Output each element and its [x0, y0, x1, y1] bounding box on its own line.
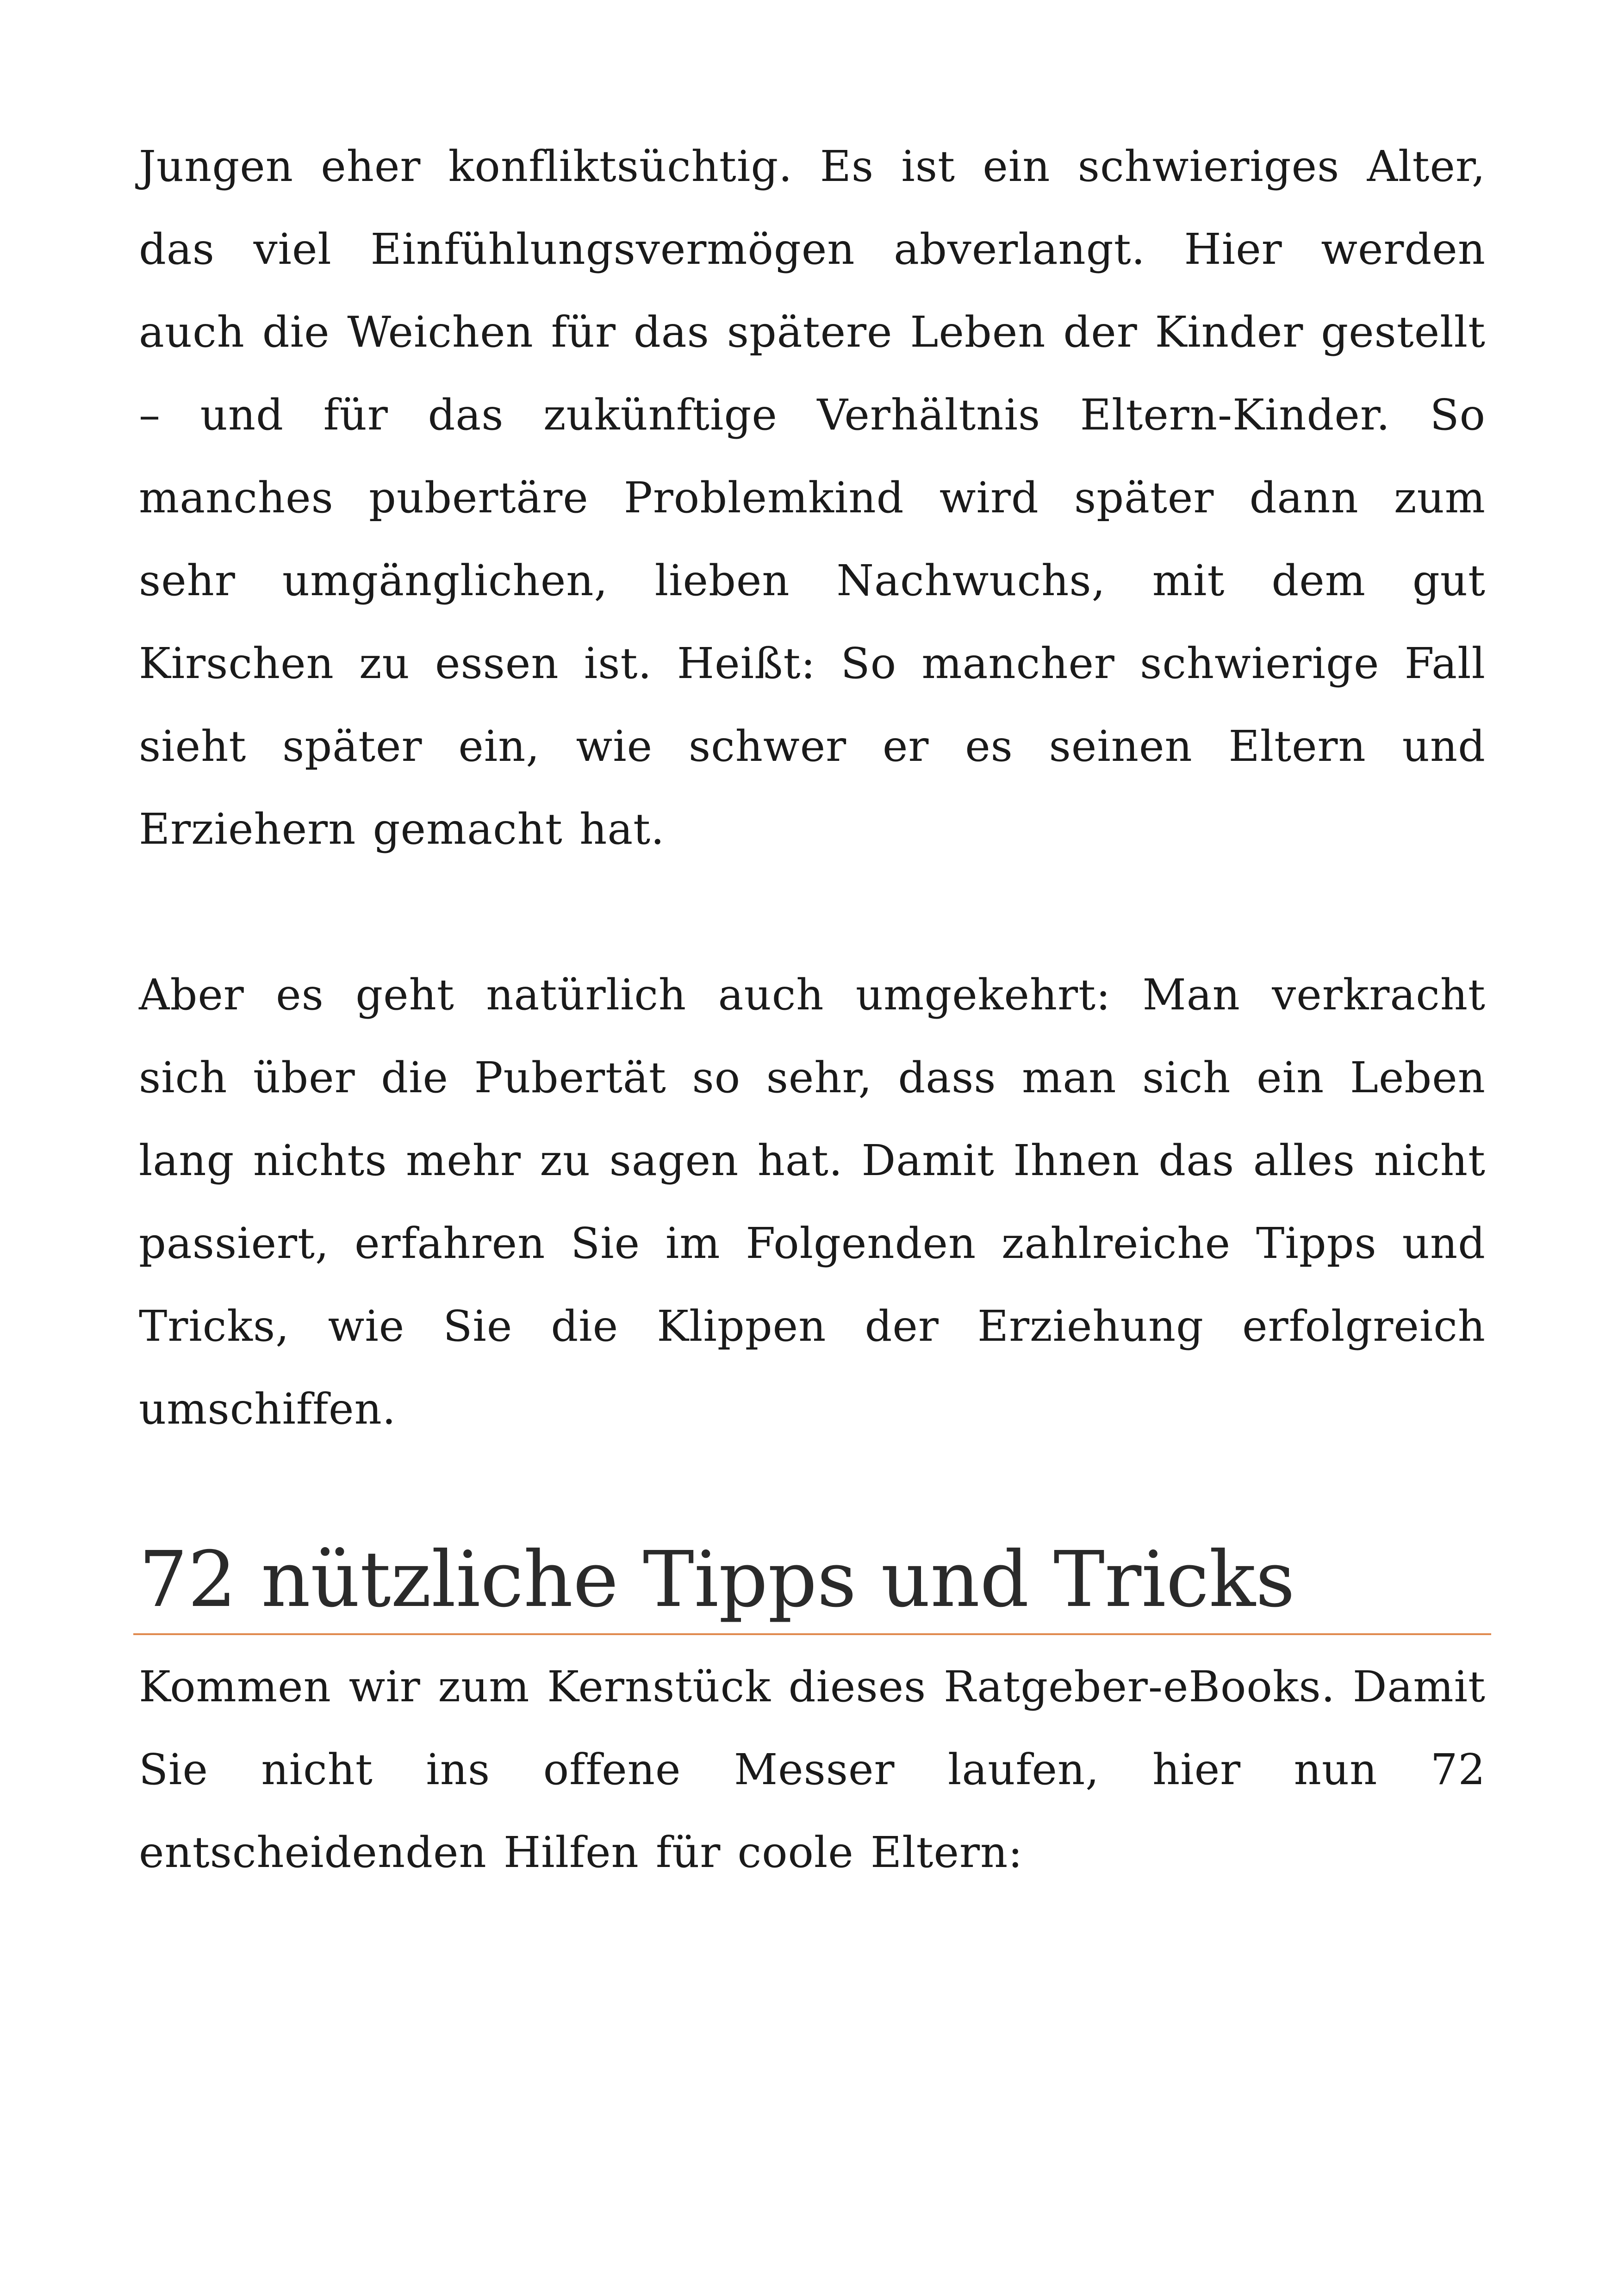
section-header [139, 1531, 1486, 1635]
body-paragraph: Aber es geht natürlich auch umgekehrt: Man verkracht sich über die Pubertät so sehr, dass man sich ein Leben lang nichts mehr zu sagen hat. Damit Ihnen das alles nicht passiert, erfahren Sie im Folgenden zahlreiche Tipps und Tricks, wie Sie die Klippen der Erziehung erfolgreich umschiffen. [139, 970, 1486, 1434]
heading-underline [133, 1633, 1491, 1635]
page-content [139, 125, 1486, 1894]
section-heading: 72 nützliche Tipps und Tricks [139, 1535, 1295, 1624]
section-intro-paragraph: Kommen wir zum Kernstück dieses Ratgeber-eBooks. Damit Sie nicht ins offene Messer laufen, hier nun 72 entscheidenden Hilfen für coole Eltern: [139, 1662, 1486, 1877]
body-paragraph: Jungen eher konfliktsüchtig. Es ist ein schwieriges Alter, das viel Einfühlungsvermögen abverlangt. Hier werden auch die Weichen für das spätere Leben der Kinder gestellt – und für das zukünftige Verhältnis Eltern-Kinder. So manches pubertäre Problemkind wird später dann zum sehr umgänglichen, lieben Nachwuchs, mit dem gut Kirschen zu essen ist. Heißt: So mancher schwierige Fall sieht später ein, wie schwer er es seinen Eltern und Erziehern gemacht hat. [139, 142, 1486, 854]
